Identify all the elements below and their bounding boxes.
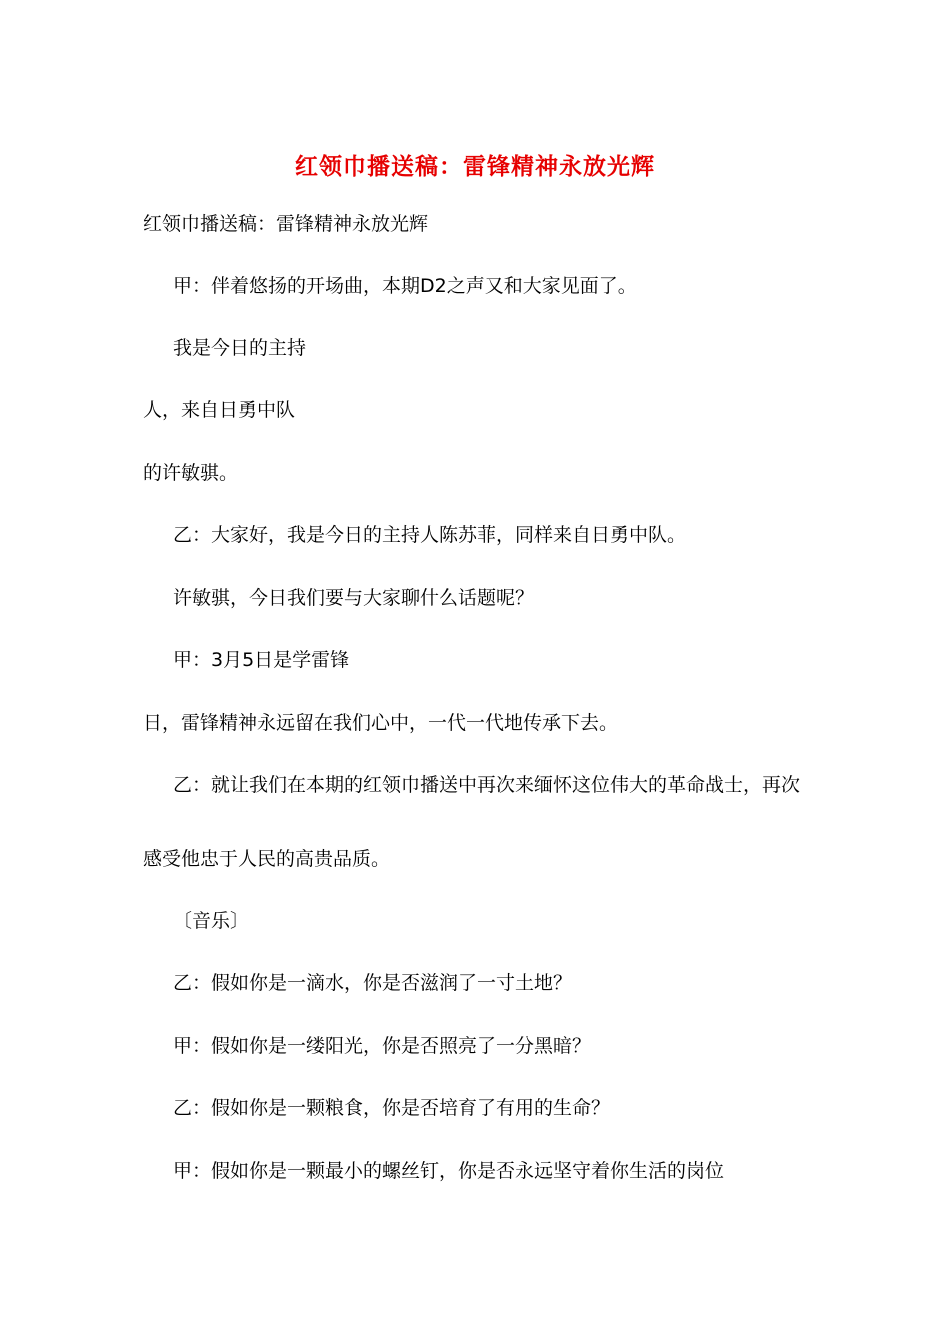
- paragraph-line: 红领巾播送稿：雷锋精神永放光辉: [143, 213, 429, 235]
- paragraph-line: 我是今日的主持: [173, 337, 307, 359]
- paragraph-line: 的许敏骐。: [143, 462, 239, 484]
- paragraph-line: 甲：假如你是一颗最小的螺丝钉，你是否永远坚守着你生活的岗位: [173, 1160, 725, 1182]
- paragraph-line: 日，雷锋精神永远留在我们心中，一代一代地传承下去。: [143, 712, 619, 734]
- paragraph-line: 人，来自日勇中队: [143, 399, 296, 421]
- paragraph-line: 乙：假如你是一颗粮食，你是否培育了有用的生命？: [173, 1097, 611, 1119]
- paragraph-line: 甲：假如你是一缕阳光，你是否照亮了一分黑暗？: [173, 1035, 592, 1057]
- paragraph-line: 乙：就让我们在本期的红领巾播送中再次来缅怀这位伟大的革命战士，再次: [173, 774, 801, 796]
- paragraph-line: 乙：大家好，我是今日的主持人陈苏菲，同样来自日勇中队。: [173, 524, 687, 546]
- paragraph-line: 甲：3月5日是学雷锋: [173, 649, 350, 671]
- document-title: 红领巾播送稿：雷锋精神永放光辉: [295, 153, 655, 180]
- paragraph-line: 甲：伴着悠扬的开场曲，本期D2之声又和大家见面了。: [173, 275, 637, 297]
- paragraph-line: 〔音乐〕: [173, 910, 250, 932]
- paragraph-line: 许敏骐，今日我们要与大家聊什么话题呢？: [173, 587, 535, 609]
- paragraph-line: 乙：假如你是一滴水，你是否滋润了一寸土地？: [173, 972, 573, 994]
- paragraph-line: 感受他忠于人民的高贵品质。: [143, 848, 391, 870]
